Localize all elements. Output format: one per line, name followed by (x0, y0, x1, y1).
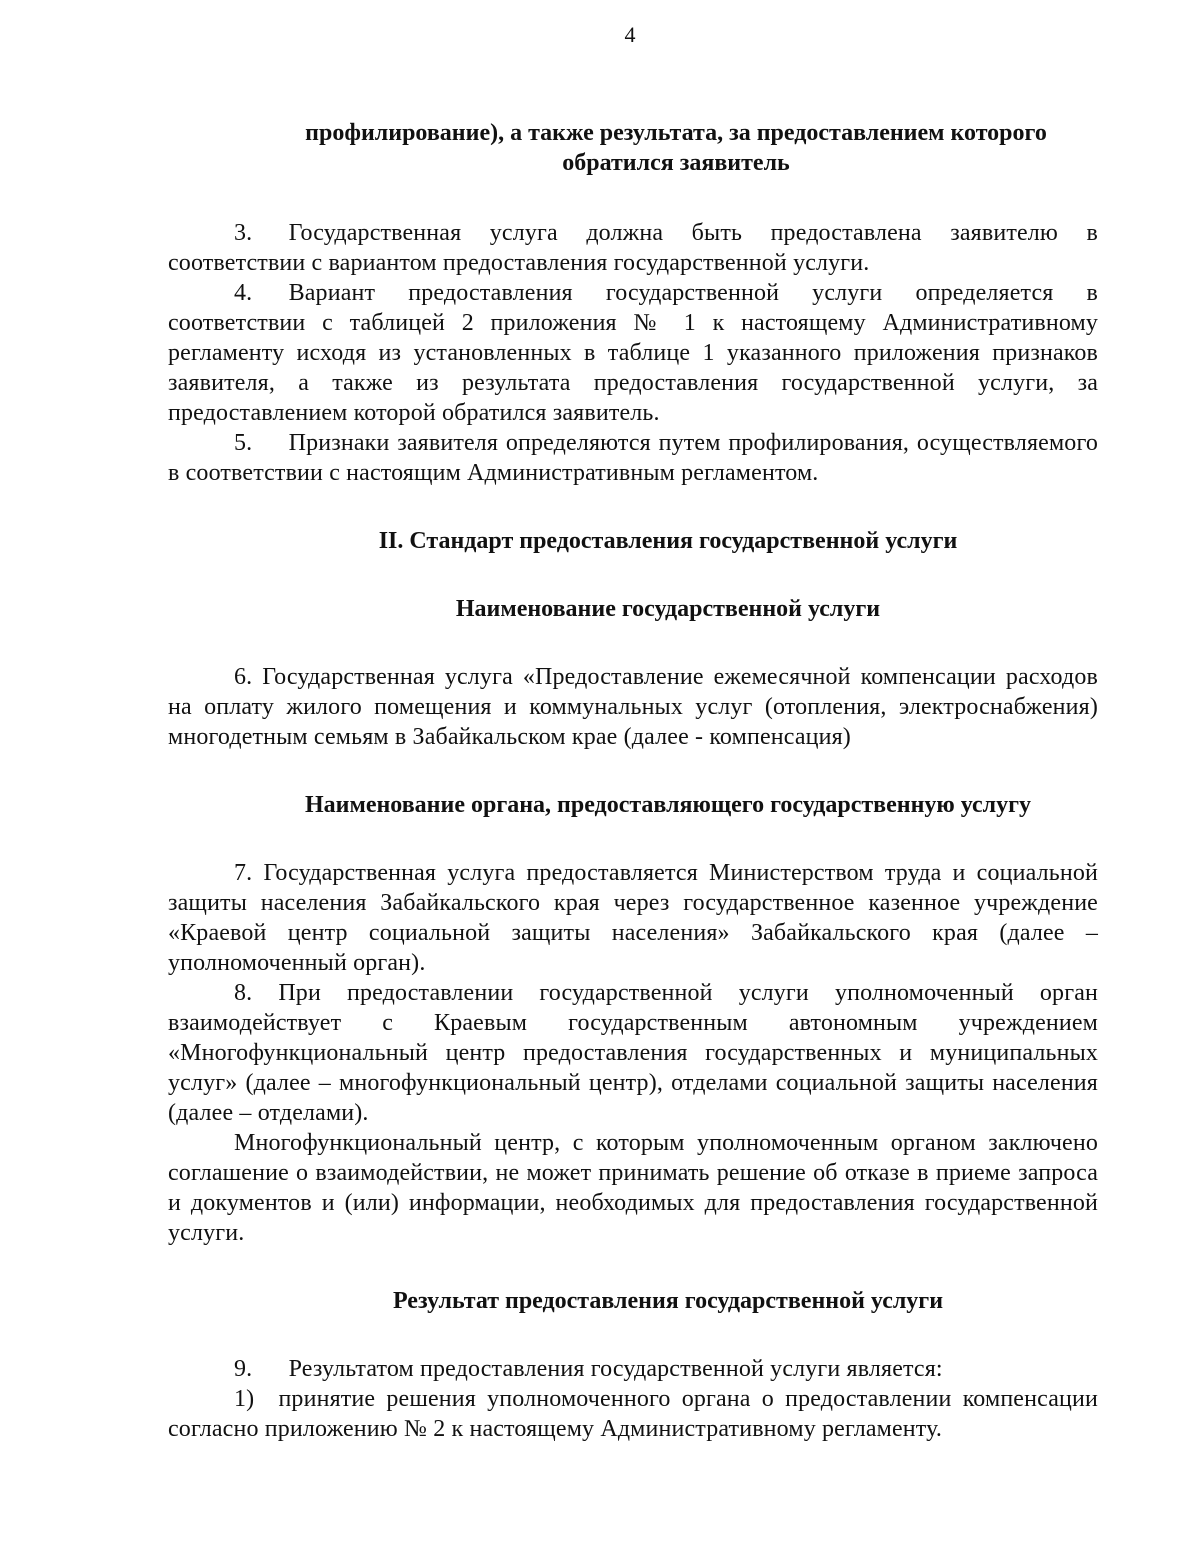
page-content (168, 118, 1098, 1444)
paragraph-7: 7. Государственная услуга предоставляется Министерством труда и социальной защиты населения Забайкальского края через государственное казенное учреждение «Краевой центр социальной защиты населения» Забайкальского края (далее – уполномоченный орган). (168, 860, 1098, 976)
spacer (168, 624, 1098, 662)
section-heading-continued: профилирование), а также результата, за предоставлением которого обратился заявитель (305, 120, 1047, 176)
paragraph-4: 4. Вариант предоставления государственной услуги определяется в соответствии с таблицей 2 приложения № 1 к настоящему Административному регламенту исходя из установленных в таблице 1 указанного приложения признаков заявителя, а также из результата предоставления государственной услуги, за предоставлением которой обратился заявитель. (168, 280, 1098, 426)
spacer (168, 488, 1098, 526)
paragraph-9-item-1: 1) принятие решения уполномоченного органа о предоставлении компенсации согласно приложению № 2 к настоящему Административному регламенту. (168, 1386, 1098, 1442)
subsection-service-name-title: Наименование государственной услуги (455, 596, 881, 622)
subsection-result-title: Результат предоставления государственной услуги (392, 1288, 944, 1314)
section-2-title: II. Стандарт предоставления государственной услуги (378, 528, 958, 554)
paragraph-3: 3. Государственная услуга должна быть предоставлена заявителю в соответствии с вариантом предоставления государственной услуги. (168, 220, 1098, 276)
spacer (168, 1248, 1098, 1286)
spacer (168, 556, 1098, 594)
paragraph-6: 6. Государственная услуга «Предоставление ежемесячной компенсации расходов на оплату жилого помещения и коммунальных услуг (отопления, электроснабжения) многодетным семьям в Забайкальском крае (далее - компенсация) (168, 664, 1098, 750)
paragraph-9: 9. Результатом предоставления государственной услуги является: (234, 1356, 943, 1382)
spacer (168, 820, 1098, 858)
page-number: 4 (624, 22, 636, 47)
subsection-organ-title: Наименование органа, предоставляющего государственную услугу (304, 792, 1032, 818)
spacer (168, 178, 1098, 218)
spacer (168, 752, 1098, 790)
paragraph-8: 8. При предоставлении государственной услуги уполномоченный орган взаимодействует с Краевым государственным автономным учреждением «Многофункциональный центр предоставления государственных и муниципальных услуг» (далее – многофункциональный центр), отделами социальной защиты населения (далее – отделами). (168, 980, 1098, 1126)
spacer (168, 1316, 1098, 1354)
paragraph-8b: Многофункциональный центр, с которым уполномоченным органом заключено соглашение о взаимодействии, не может принимать решение об отказе в приеме запроса и документов и (или) информации, необходимых для предоставления государственной услуги. (168, 1130, 1098, 1246)
paragraph-5: 5. Признаки заявителя определяются путем профилирования, осуществляемого в соответствии с настоящим Административным регламентом. (168, 430, 1098, 486)
